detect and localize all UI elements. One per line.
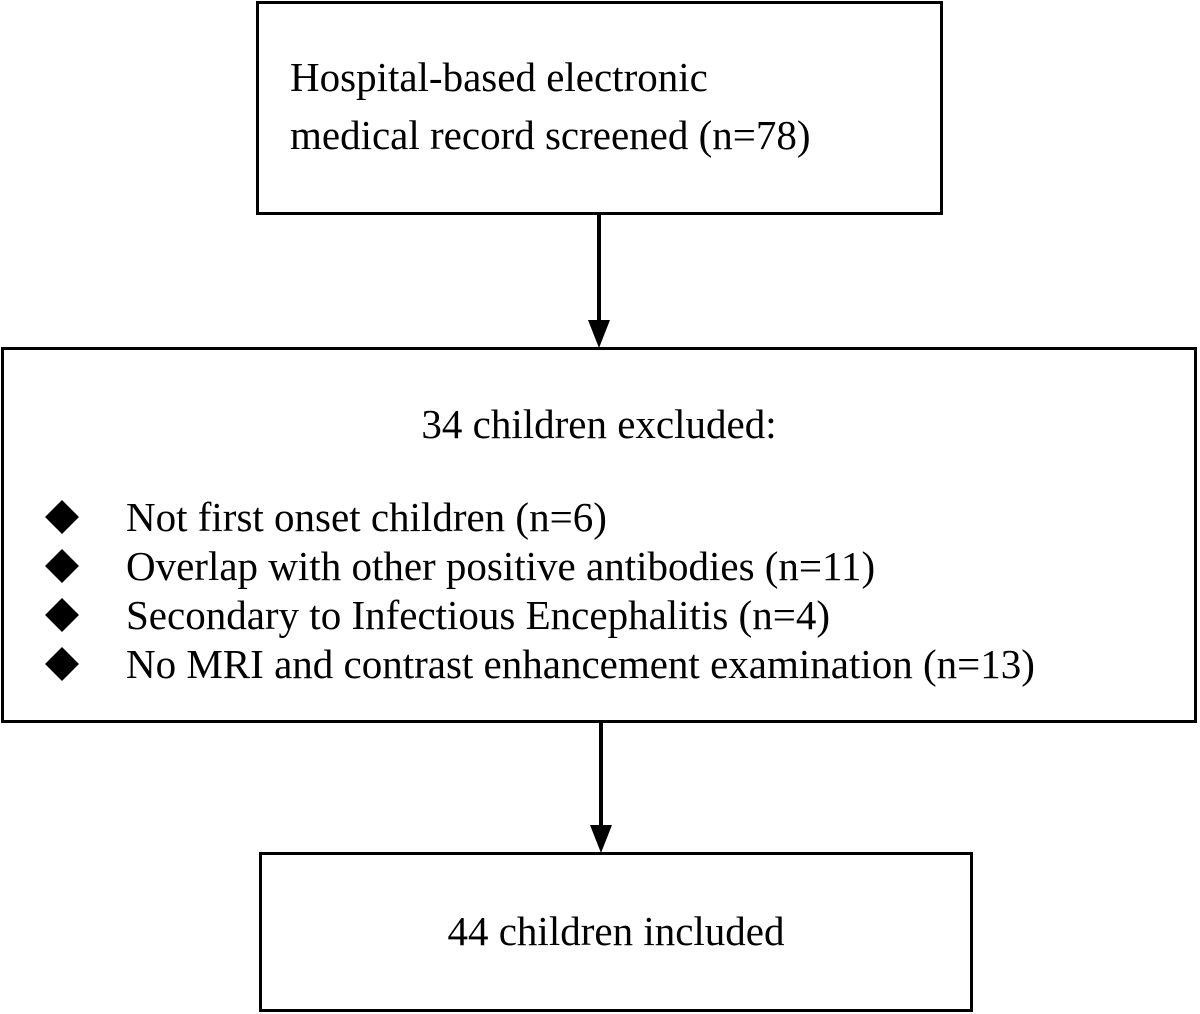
black-diamond-icon <box>45 549 79 583</box>
exclusion-item-infectious-encephalitis <box>44 590 1035 639</box>
exclusion-item-label: Not first onset children (n=6) <box>126 493 607 540</box>
excluded-title: 34 children excluded: <box>421 401 777 447</box>
exclusion-item-no-mri <box>44 639 1035 688</box>
included-children-text: 44 children included <box>447 908 785 954</box>
exclusion-item-label: Secondary to Infectious Encephalitis (n=4) <box>126 591 830 638</box>
exclusion-item-label: No MRI and contrast enhancement examination (n=13) <box>126 640 1035 687</box>
exclusion-item-label: Overlap with other positive antibodies (n=11) <box>126 542 876 589</box>
exclusion-criteria-list <box>44 492 1035 688</box>
arrow-screened-to-excluded <box>588 215 610 348</box>
screened-line-1: Hospital-based electronic <box>290 54 708 100</box>
black-diamond-icon <box>45 647 79 681</box>
arrow-excluded-to-included <box>590 723 612 853</box>
exclusion-item-overlap-antibodies <box>44 541 1035 590</box>
black-diamond-icon <box>45 500 79 534</box>
included-children-box <box>259 852 973 1012</box>
excluded-children-box <box>1 347 1197 723</box>
screened-line-2: medical record screened (n=78) <box>290 112 811 158</box>
screened-records-text <box>290 48 811 164</box>
screened-records-box <box>256 1 943 215</box>
black-diamond-icon <box>45 598 79 632</box>
exclusion-item-not-first-onset <box>44 492 1035 541</box>
